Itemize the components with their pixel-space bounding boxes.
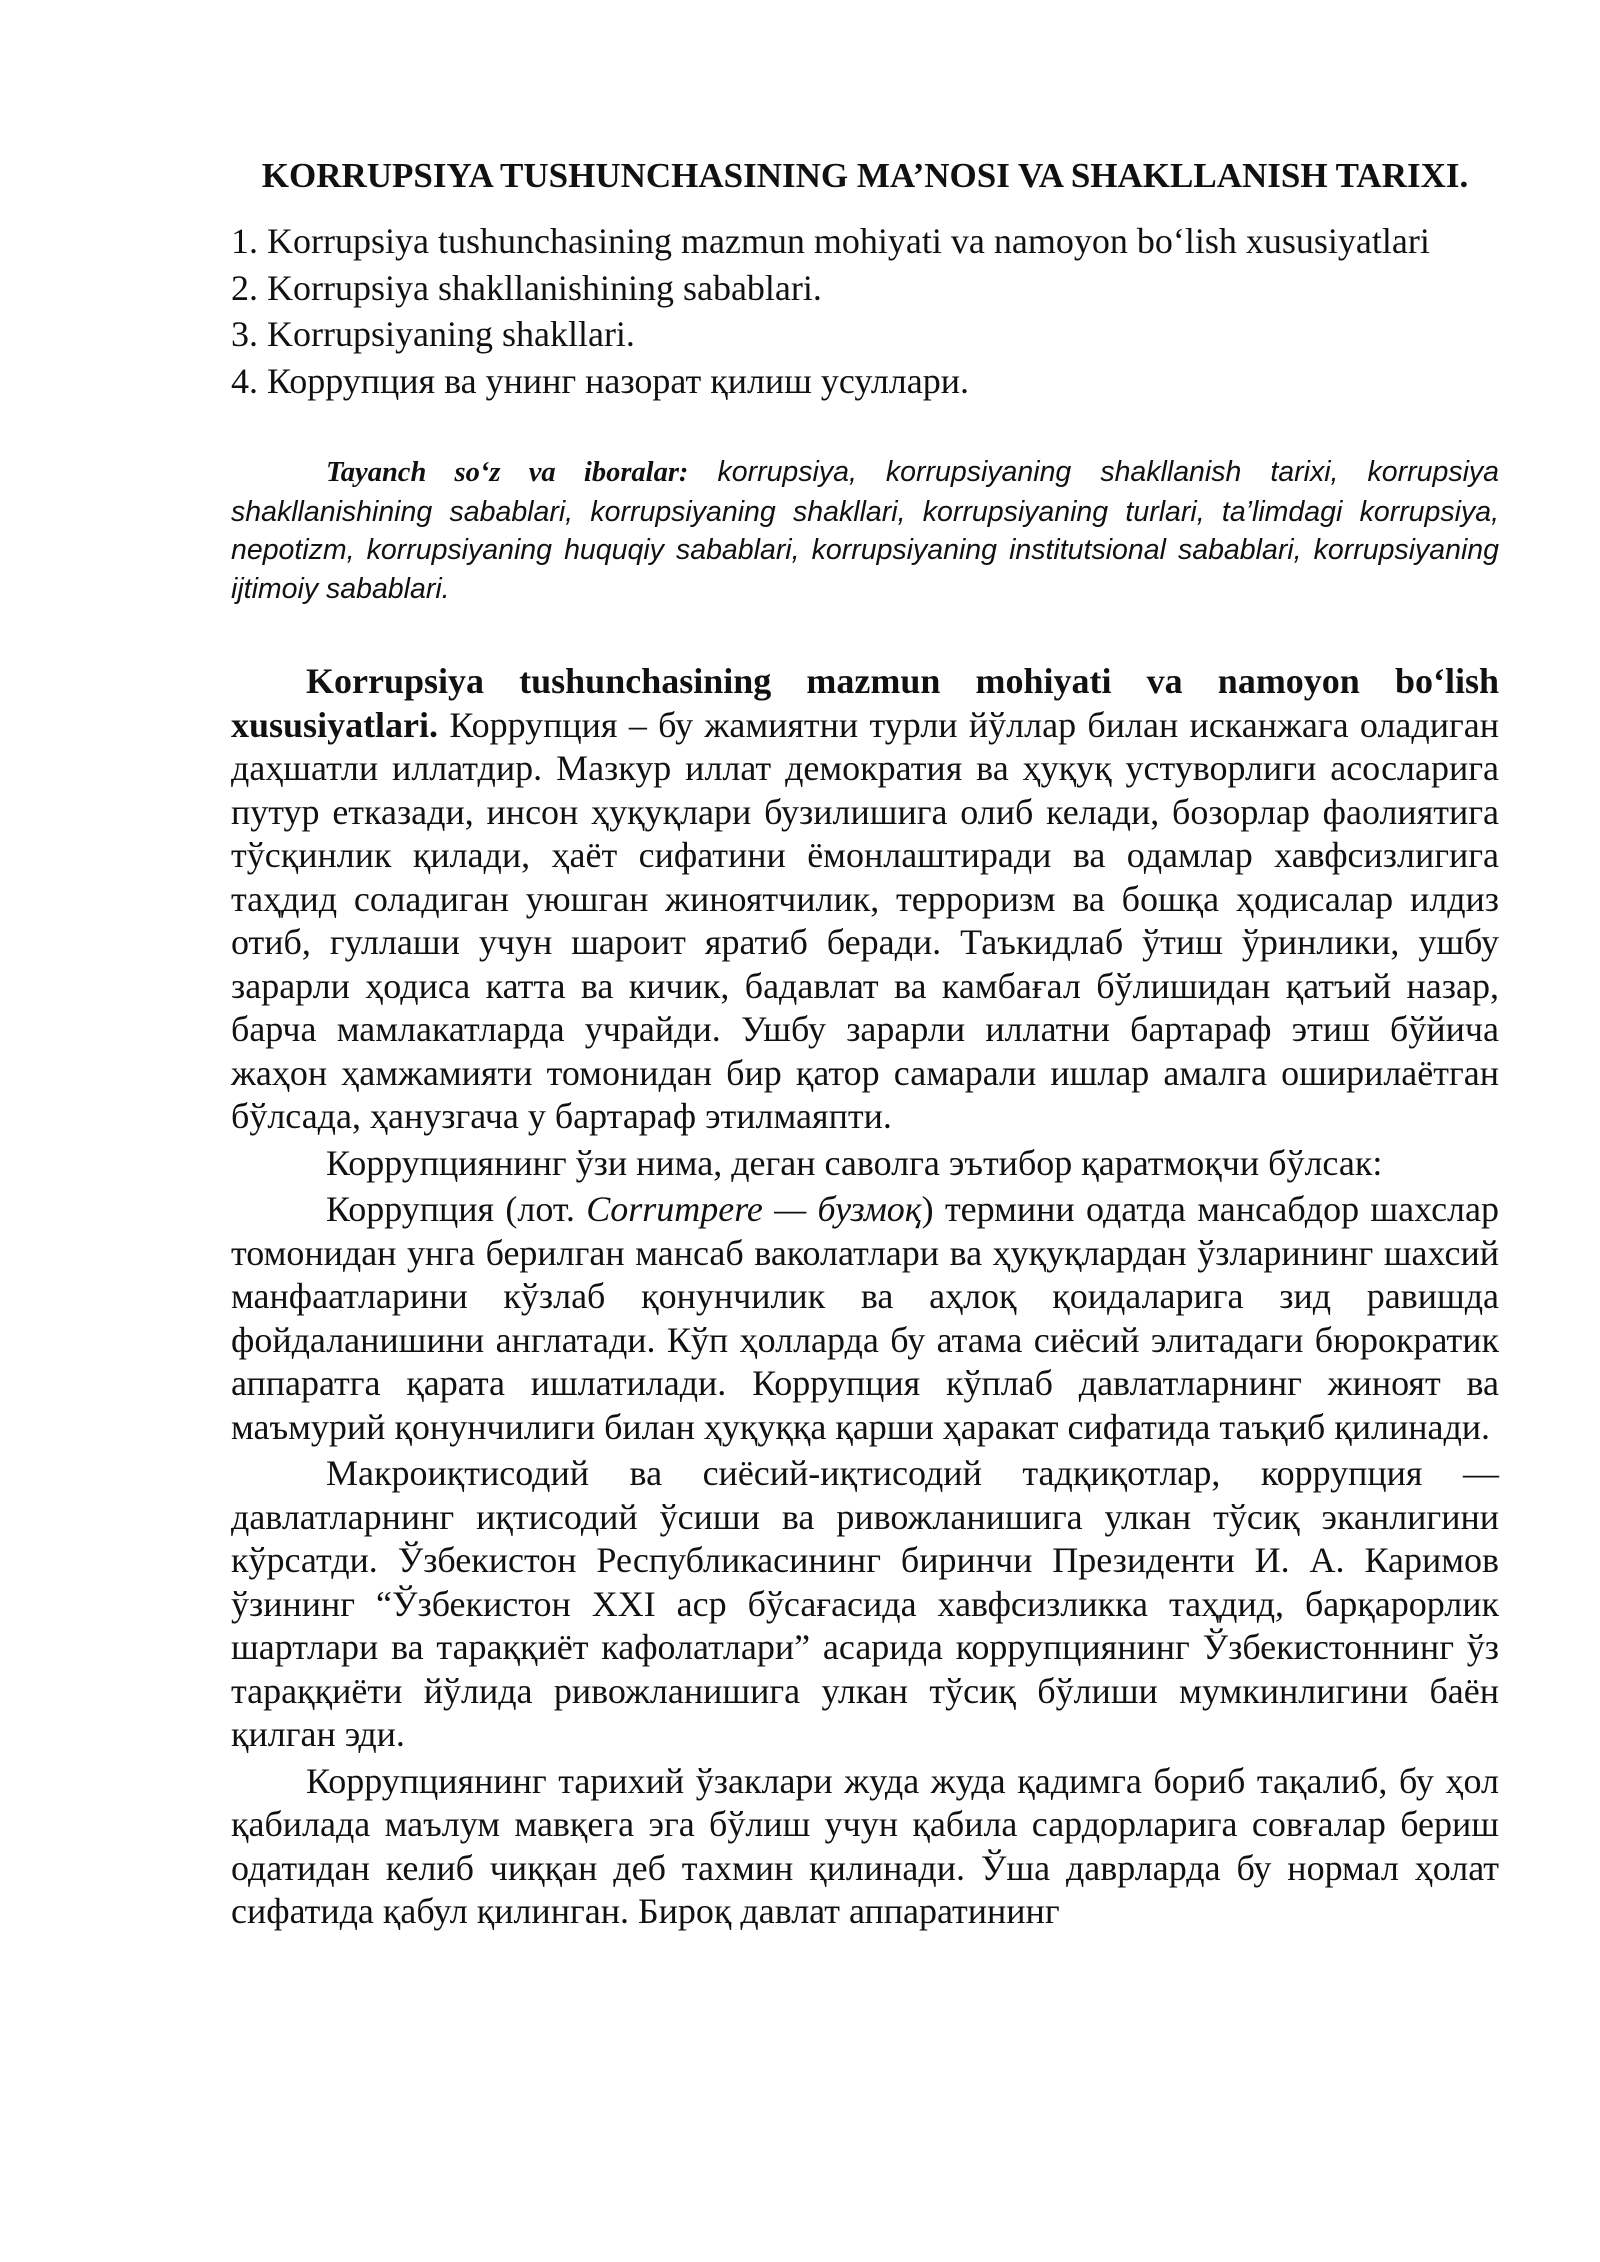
question-paragraph: Коррупциянинг ўзи нима, деган саволга эътибор қаратмоқчи бўлсак: xyxy=(326,1142,1383,1183)
keywords-text: korrupsiya, korrupsiyaning shakllanish tarixi, korrupsiya shakllanishining sabablari, korrupsiyaning shakllari, korrupsiyaning turlari, ta’limdagi korrupsiya, nepotizm, korrupsiyaning huquqiy sabablari, korrupsiyaning institutsional sabablari, korrupsiyaning ijtimoiy sabablari. xyxy=(231,456,1499,605)
plan-item-3: 3. Korrupsiyaning shakllari. xyxy=(231,314,635,354)
document-title: KORRUPSIYA TUSHUNCHASINING MA’NOSI VA SHAKLLANISH TARIXI. xyxy=(261,156,1469,195)
section-1-text: Коррупция – бу жамиятни турли йўллар билан исканжага оладиган даҳшатли иллатдир. Мазкур иллат демократия ва ҳуқуқ устуворлиги асосларига путур етказади, инсон ҳуқуқлари бузилишига олиб келади, бозорлар фаолиятига тўсқинлик қилади, ҳаёт сифатини ёмонлаштиради ва одамлар хавфсизлигига таҳдид соладиган уюшган жиноятчилик, терроризм ва бошқа ҳодисалар илдиз отиб, гуллаши учун шароит яратиб беради. Таъкидлаб ўтиш ўринлики, ушбу зарарли ҳодиса катта ва кичик, бадавлат ва камбағал бўлишидан қатъий назар, барча мамлакатларда учрайди. Ушбу зарарли иллатни бартараф этиш бўйича жаҳон ҳамжамияти томонидан бир қатор самарали ишлар амалга оширилаётган бўлсада, ҳанузгача у бартараф этилмаяпти. xyxy=(231,704,1499,1136)
definition-latin-term: Corrumpere — бузмоқ xyxy=(586,1189,922,1229)
definition-post: ) термини одатда мансабдор шахслар томонидан унга берилган мансаб ваколатлари ва ҳуқуқлардан ўзларининг шахсий манфаатларини кўзлаб қонунчилик ва аҳлоқ қоидаларига зид равишда фойдаланишини англатади. Кўп ҳолларда бу атама сиёсий элитадаги бюрократик аппаратга қарата ишлатилади. Коррупция кўплаб давлатларнинг жиноят ва маъмурий қонунчилиги билан ҳуқуққа қарши ҳаракат сифатида таъқиб қилинади. xyxy=(231,1189,1499,1447)
plan-item-2: 2. Korrupsiya shakllanishining sabablari. xyxy=(231,267,822,308)
macroeconomic-paragraph: Макроиқтисодий ва сиёсий-иқтисодий тадқиқотлар, коррупция — давлатларнинг иқтисодий ўсиши ва ривожланишига улкан тўсиқ эканлигини кўрсатди. Ўзбекистон Республикасининг биринчи Президенти И. А. Каримов ўзининг “Ўзбекистон XXI аср бўсағасида хавфсизликка таҳдид, барқарорлик шартлари ва тараққиёт кафолатлари” асарида коррупциянинг Ўзбекистоннинг ўз тараққиёти йўлида ривожланишига улкан тўсиқ бўлиши мумкинлигини баён қилган эди. xyxy=(231,1453,1499,1754)
plan-item-4: 4. Коррупция ва унинг назорат қилиш усуллари. xyxy=(231,360,969,401)
definition-paragraph xyxy=(231,1188,1499,1449)
history-paragraph: Коррупциянинг тарихий ўзаклари жуда жуда қадимга бориб тақалиб, бу ҳол қабилада маълум мавқега эга бўлиш учун қабила сардорларига совғалар бериш одатидан келиб чиққан деб тахмин қилинади. Ўша даврларда бу нормал ҳолат сифатида қабул қилинган. Бироқ давлат аппаратининг xyxy=(231,1760,1499,1931)
document-page xyxy=(231,150,1499,1937)
keywords-label: Tayanch so‘z va iboralar: xyxy=(326,457,689,488)
section-1-paragraph xyxy=(231,660,1499,1139)
keywords-paragraph xyxy=(231,453,1499,608)
section-1-heading: Korrupsiya tushunchasining mazmun mohiyati va namoyon bo‘lish xususiyatlari. xyxy=(231,661,1499,745)
plan-item-1: 1. Korrupsiya tushunchasining mazmun mohiyati va namoyon bo‘lish xususiyatlari xyxy=(231,221,1430,261)
definition-pre: Коррупция (лот. xyxy=(326,1189,587,1229)
topic-plan-list xyxy=(231,220,1499,403)
